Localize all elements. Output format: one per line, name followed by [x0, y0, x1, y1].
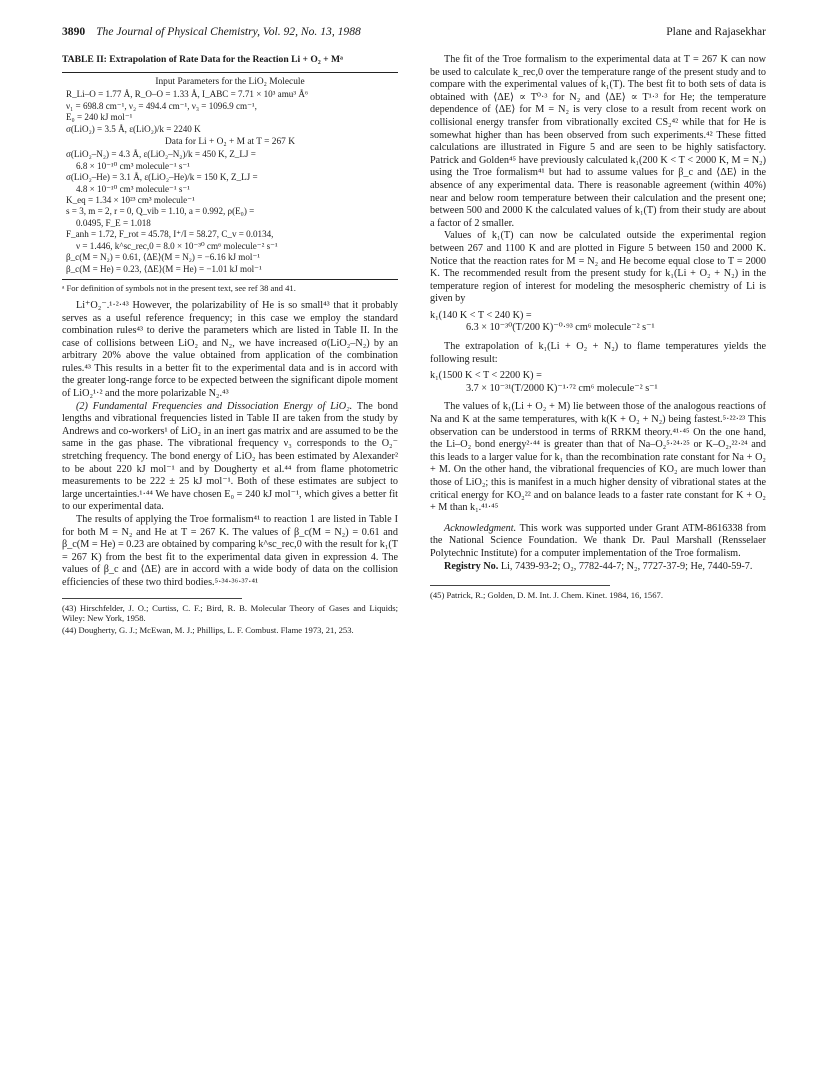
equation-lhs: k₁(140 K < T < 240 K) =	[430, 309, 532, 321]
running-authors: Plane and Rajasekhar	[666, 25, 766, 38]
table-data-heading: Data for Li + O₂ + M at T = 267 K	[165, 137, 295, 148]
table-line: β_c(M = He) = 0.23, ⟨ΔE⟩(M = He) = −1.01 kJ mol⁻¹	[66, 263, 262, 274]
reference-item: (45) Patrick, R.; Golden, D. M. Int. J. Chem. Kinet. 1984, 16, 1567.	[430, 590, 663, 601]
body-paragraph: The values of k₁(Li + O₂ + M) lie between those of the analogous reactions of Na and K at the same temperatures, with k(K + O₂ + N₂) being fastest.⁵·²²·²³ This observation can be understood in terms of RRKM theory.⁴¹·⁴⁵ On the one hand, the Li–O₂ bond energy²·⁴⁴ is greater than that of Na–O₂⁵·²⁴·²⁵ or K–O₂,²²·²⁴ and this leads to a larger value for k₁ than the recombination rate constant for Na + O₂ + M. On the other hand, the vibrational frequencies of KO₂ are much lower than those of LiO₂; this is manifest in a much higher density of vibrational states at the critical energy for KO₂²² and on balance leads to a faster rate constant for K + O₂ + M than k₁.⁴¹·⁴⁵	[430, 401, 766, 514]
equation-rhs: 6.3 × 10⁻³⁰(T/200 K)⁻⁰·⁹³ cm⁶ molecule⁻² s⁻¹	[466, 322, 655, 334]
section-heading: (2) Fundamental Frequencies and Dissociation Energy of LiO₂.	[76, 400, 353, 412]
table-input-lines	[62, 89, 398, 135]
reference-item: (44) Dougherty, G. J.; McEwan, M. J.; Phillips, L. F. Combust. Flame 1973, 21, 253.	[62, 625, 354, 636]
table-ii	[62, 72, 398, 280]
table-line: σ(LiO₂) = 3.5 Å, ε(LiO₂)/k = 2240 K	[66, 123, 201, 134]
registry-numbers	[430, 561, 766, 574]
registry-body: Li, 7439-93-2; O₂, 7782-44-7; N₂, 7727-37-9; He, 7440-59-7.	[500, 560, 753, 572]
table-line: ν₁ = 698.8 cm⁻¹, ν₂ = 494.4 cm⁻¹, ν₃ = 1096.9 cm⁻¹,	[66, 100, 257, 111]
left-column	[62, 54, 398, 637]
table-line: ν = 1.446, k^sc_rec,0 = 8.0 × 10⁻³⁰ cm⁶ molecule⁻² s⁻¹	[76, 240, 278, 251]
table-line: 6.8 × 10⁻¹⁰ cm³ molecule⁻¹ s⁻¹	[76, 160, 190, 171]
table-line: K_eq = 1.34 × 10²³ cm³ molecule⁻¹	[66, 195, 195, 206]
body-paragraph: Li⁺O₂⁻.¹·²·⁴³ However, the polarizability of He is so small⁴³ that it probably serves as a useful reference frequency; in this case we employ the standard combination rules⁴³ to derive the parameters which are listed in Table II. In the case of collisions between LiO₂ and N₂, we have increased σ(LiO₂–N₂) by an arbitrary 20% above the value obtained from application of the combination rules.⁴³ This results in a better fit to the experimental data and is in accord with the greater long-range force to be expected between the significant dipole moment of LiO₂¹·² and the more polarizable N₂.⁴³	[62, 299, 398, 400]
acknowledgment	[430, 523, 766, 561]
table-line: R_Li–O = 1.77 Å, R_O–O = 1.33 Å, I_ABC = 7.71 × 10³ amu³ Å⁶	[66, 89, 309, 100]
body-paragraph: The results of applying the Troe formalism⁴¹ to reaction 1 are listed in Table I for both M = N₂ and He at T = 267 K. The values of β_c(M = N₂) = 0.61 and β_c(M = He) = 0.23 are obtained by comparing k^sc_rec,0 with the result for k₁(T = 267 K) from the best fit to the experimental data given in expression 4. The values of β_c and ⟨ΔE⟩ are in accord with a wide body of data on the collision efficiencies of these two third bodies.⁵·³⁴·³⁶·³⁷·⁴¹	[62, 514, 398, 588]
table-line: β_c(M = N₂) = 0.61, ⟨ΔE⟩(M = N₂) = −6.16 kJ mol⁻¹	[66, 252, 260, 263]
ack-body: This work was supported under Grant ATM-8616338 from the National Science Foundation. We thank Dr. Paul Marshall (Rensselaer Polytechnic Institute) for a computer implementation of the Troe formalism.	[430, 522, 766, 559]
body-paragraph	[62, 401, 398, 514]
equation-2	[430, 370, 766, 395]
running-head	[62, 22, 766, 42]
table-footnote: ᵃ For definition of symbols not in the present text, see ref 38 and 41.	[62, 282, 296, 293]
table-line: 4.8 × 10⁻¹⁰ cm³ molecule⁻¹ s⁻¹	[76, 183, 190, 194]
table-input-heading: Input Parameters for the LiO₂ Molecule	[155, 77, 305, 87]
table-data-lines	[62, 149, 398, 274]
table-line: s = 3, m = 2, r = 0, Q_vib = 1.10, a = 0.992, ρ(E₀) =	[66, 206, 255, 217]
body-paragraph: Values of k₁(T) can now be calculated outside the experimental region between 267 and 1100 K and are plotted in Figure 5 between 150 and 2000 K. Notice that the reaction rates for M = N₂ and He become equal close to T = 2000 K. The recommended result from the present study for k₁(Li + O₂ + N₂) in the temperature region of interest for modeling the mesospheric chemistry of Li is given by	[430, 230, 766, 305]
references-right	[430, 585, 663, 601]
equation-lhs: k₁(1500 K < T < 2200 K) =	[430, 370, 542, 382]
page-number: 3890	[62, 25, 86, 38]
equation-1	[430, 310, 766, 335]
body-paragraph: The fit of the Troe formalism to the experimental data at T = 267 K can now be used to calculate k_rec,0 over the temperature range of the present study and to compare with the experimental values of k₁(T). The best fit to both sets of data is obtained with ⟨ΔE⟩ ∝ T⁰·³ for N₂ and ⟨ΔE⟩ ∝ T¹·³ for He; the temperature dependence of ⟨ΔE⟩ for M = N₂ is very close to a result from recent work on collisional energy transfer from vibrationally excited CS₂⁴² while that for He is somewhat higher than has been observed from such experiments.⁴² These fitted calculations are illustrated in Figure 5 and are seen to be highly satisfactory. Patrick and Golden⁴⁵ have previously calculated k₁(200 K < T < 2000 K, M = N₂) using the Troe formalism⁴¹ but had to assume values for β_c and ⟨ΔE⟩ in the absence of any experimental data. There is reasonable agreement (within 40%) near and below room temperature between their calculation and the present one; between 500 and 2000 K the calculated values of k₁(T) from their study are about a factor of 2 smaller.	[430, 54, 766, 229]
body-paragraph: The extrapolation of k₁(Li + O₂ + N₂) to flame temperatures yields the following result:	[430, 341, 766, 365]
table-line: σ(LiO₂–He) = 3.1 Å, ε(LiO₂–He)/k = 150 K, Z_LJ =	[66, 172, 258, 183]
reference-item: (43) Hirschfelder, J. O.; Curtiss, C. F.; Bird, R. B. Molecular Theory of Gases and Liquids; Wiley: New York, 1958.	[62, 602, 398, 624]
registry-heading: Registry No.	[444, 560, 499, 572]
table-line: σ(LiO₂–N₂) = 4.3 Å, ε(LiO₂–N₂)/k = 450 K, Z_LJ =	[66, 149, 256, 160]
equation-rhs: 3.7 × 10⁻³¹(T/2000 K)⁻¹·⁷² cm⁶ molecule⁻² s⁻¹	[466, 382, 658, 394]
journal-citation: The Journal of Physical Chemistry, Vol. 92, No. 13, 1988	[96, 25, 361, 38]
table-line: F_anh = 1.72, F_rot = 45.78, I⁺/I = 58.27, C_v = 0.0134,	[66, 229, 274, 240]
paragraph-text: The bond lengths and vibrational frequencies listed in Table II are taken from the study by Andrews and co-workers¹ of LiO₂ in an inert gas matrix and are assumed to be the same in the gas phase. The vibrational frequency ν₃ corresponds to the O₂⁻ stretching frequency. The bond energy of LiO₂ has been estimated by Alexander² to be about 220 kJ mol⁻¹ and by Dougherty et al.⁴⁴ from flame photometric measurements to be 222 ± 25 kJ mol⁻¹. Both of these estimates are subject to large uncertainties.¹·⁴⁴ We have chosen E₀ = 240 kJ mol⁻¹, which gives a better fit to our experimental data.	[62, 400, 398, 513]
table-caption: TABLE II: Extrapolation of Rate Data for the Reaction Li + O₂ + Mᵃ	[62, 54, 343, 65]
ack-heading: Acknowledgment.	[444, 522, 517, 534]
table-line: 0.0495, F_E = 1.018	[76, 217, 151, 228]
references-left	[62, 598, 398, 636]
table-line: E₀ = 240 kJ mol⁻¹	[66, 112, 133, 123]
right-column	[430, 54, 766, 602]
